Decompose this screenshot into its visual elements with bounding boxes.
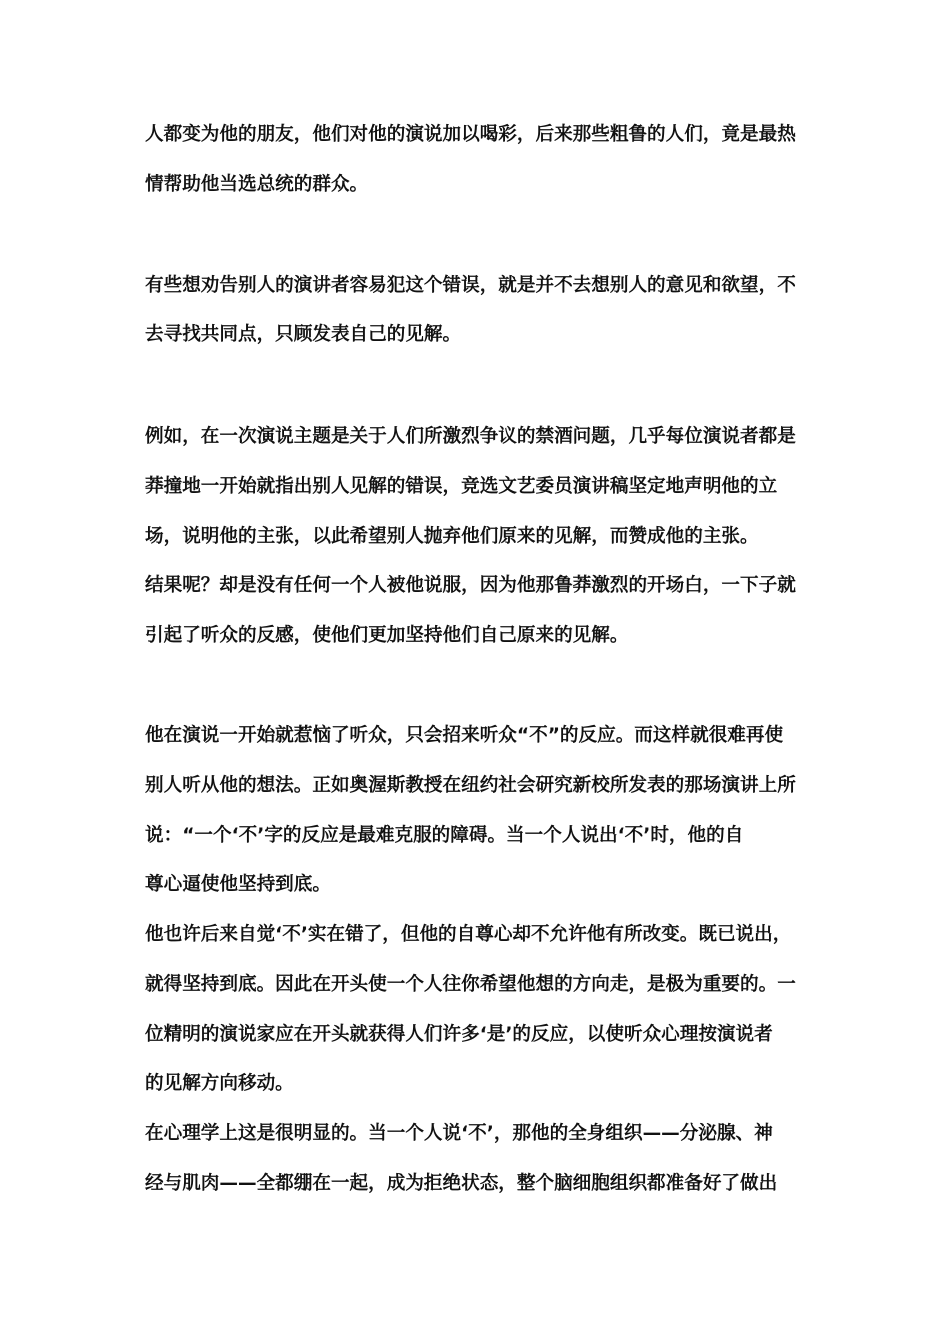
text-line: 情帮助他当选总统的群众。	[145, 174, 369, 195]
text-line: 别人听从他的想法。正如奥渥斯教授在纽约社会研究新校所发表的那场演讲上所	[145, 775, 796, 796]
text-line: 去寻找共同点，只顾发表自己的见解。	[145, 324, 462, 345]
text-line: 在心理学上这是很明显的。当一个人说‘不’，那他的全身组织——分泌腺、神	[145, 1123, 773, 1144]
text-line: 就得坚持到底。因此在开头使一个人往你希望他想的方向走，是极为重要的。一	[145, 974, 796, 995]
text-line: 例如，在一次演说主题是关于人们所激烈争议的禁酒问题，几乎每位演说者都是	[145, 426, 796, 447]
text-line: 有些想劝告别人的演讲者容易犯这个错误，就是并不去想别人的意见和欲望，不	[145, 275, 796, 296]
text-line: 引起了听众的反感，使他们更加坚持他们自己原来的见解。	[145, 625, 629, 646]
text-line: 人都变为他的朋友，他们对他的演说加以喝彩，后来那些粗鲁的人们，竟是最热	[145, 124, 796, 145]
text-line: 结果呢？却是没有任何一个人被他说服，因为他那鲁莽激烈的开场白，一下子就	[145, 575, 796, 596]
text-line: 经与肌肉——全都绷在一起，成为拒绝状态，整个脑细胞组织都准备好了做出	[145, 1173, 778, 1194]
text-line: 尊心逼使他坚持到底。	[145, 874, 331, 895]
text-line: 说：“一个‘不’字的反应是最难克服的障碍。当一个人说出‘不’时，他的自	[145, 825, 744, 846]
text-line: 他在演说一开始就惹恼了听众，只会招来听众“不”的反应。而这样就很难再使	[145, 725, 784, 746]
text-line: 莽撞地一开始就指出别人见解的错误，竞选文艺委员演讲稿坚定地声明他的立	[145, 476, 778, 497]
text-line: 场，说明他的主张，以此希望别人抛弃他们原来的见解，而赞成他的主张。	[145, 526, 759, 547]
text-line: 的见解方向移动。	[145, 1073, 294, 1094]
text-line: 位精明的演说家应在开头就获得人们许多‘是’的反应，以使听众心理按演说者	[145, 1024, 773, 1045]
text-line: 他也许后来自觉‘不’实在错了，但他的自尊心却不允许他有所改变。既已说出，	[145, 924, 792, 945]
